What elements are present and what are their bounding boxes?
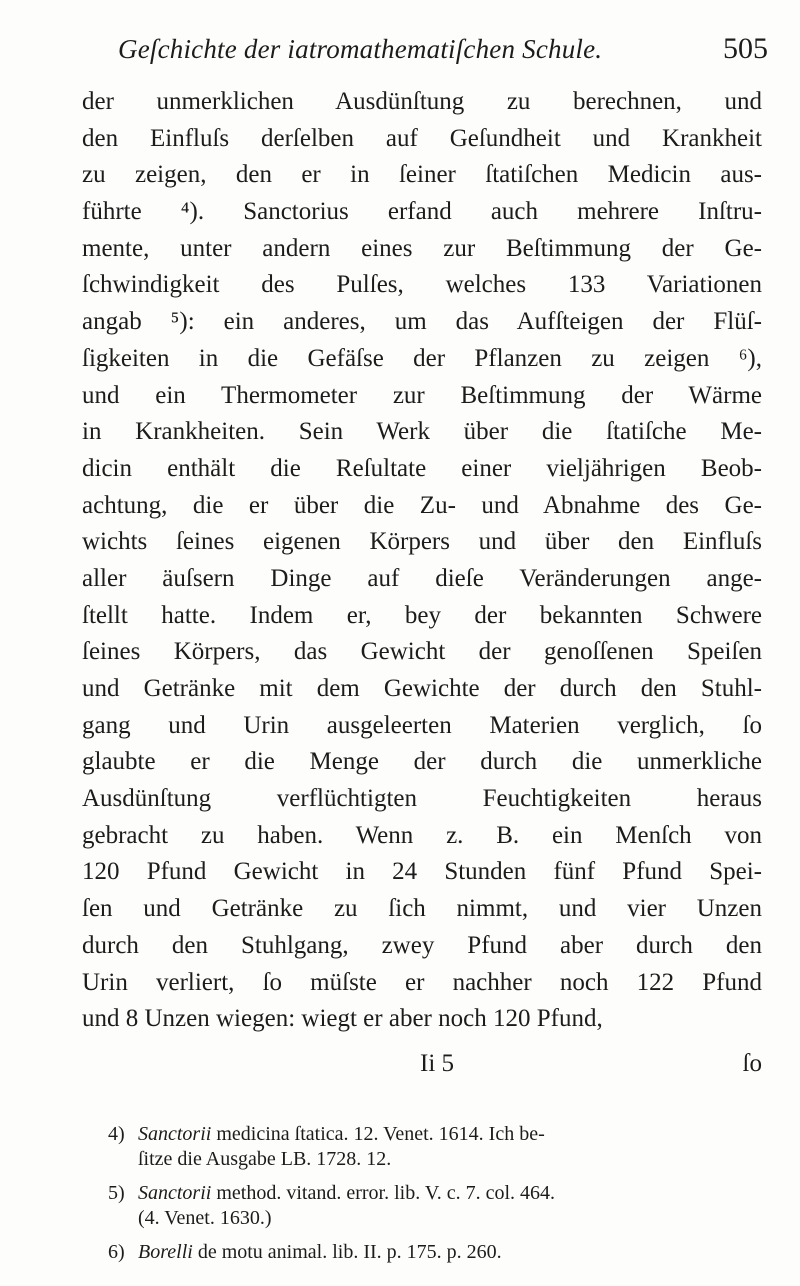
text-line: und Getränke mit dem Gewichte der durch den Stuhl-: [82, 675, 762, 702]
page-header: [118, 28, 768, 72]
text-line: und 8 Unzen wiegen: wiegt er aber noch 120 Pfund,: [82, 1005, 603, 1033]
footnote-text: medicina ſtatica. 12. Venet. 1614. Ich be-: [216, 1123, 545, 1145]
signature-mark: Ii 5: [420, 1050, 455, 1077]
text-line: ſchwindigkeit des Pulſes, welches 133 Variationen: [82, 271, 762, 299]
footnote-continuation: (4. Venet. 1630.): [138, 1207, 272, 1229]
text-line: mente, unter andern eines zur Beſtimmung der Ge-: [82, 234, 762, 262]
text-line: aller äuſsern Dinge auf dieſe Veränderungen ange-: [82, 564, 762, 592]
footnotes: [108, 1122, 768, 1274]
text-line: ſigkeiten in die Gefäſse der Pflanzen zu zeigen ⁶),: [82, 344, 762, 372]
text-line: und ein Thermometer zur Beſtimmung der Wärme: [82, 381, 762, 409]
text-line: zu zeigen, den er in ſeiner ſtatiſchen Medicin aus-: [82, 161, 762, 189]
footnote-text: method. vitand. error. lib. V. c. 7. col. 464.: [216, 1182, 556, 1204]
text-line: gang und Urin ausgeleerten Materien verglich, ſo: [82, 711, 762, 739]
text-line: in Krankheiten. Sein Werk über die ſtatiſche Me-: [82, 418, 762, 446]
footnote-number: 5): [108, 1182, 125, 1204]
text-line: durch den Stuhlgang, zwey Pfund aber durch den: [82, 931, 762, 959]
footnote: [108, 1240, 768, 1265]
page-number: 505: [723, 32, 768, 65]
footnote-number: 4): [108, 1123, 125, 1145]
text-line: wichts ſeines eigenen Körpers und über den Einfluſs: [82, 528, 762, 556]
text-line: 120 Pfund Gewicht in 24 Stunden fünf Pfund Spei-: [82, 858, 762, 886]
footnote-continuation: ſitze die Ausgabe LB. 1728. 12.: [138, 1148, 392, 1170]
footnote: [108, 1122, 768, 1172]
text-line: ſeines Körpers, das Gewicht der genoſſenen Speiſen: [82, 638, 762, 666]
text-line: achtung, die er über die Zu- und Abnahme des Ge-: [82, 491, 762, 519]
text-line: gebracht zu haben. Wenn z. B. ein Menſch von: [82, 821, 762, 849]
footnote-text: de motu animal. lib. II. p. 175. p. 260.: [197, 1241, 502, 1263]
catchword: ſo: [742, 1050, 762, 1077]
footnote-number: 6): [108, 1241, 125, 1263]
body-text: [82, 84, 762, 1038]
running-title: Geſchichte der iatromathematiſchen Schule.: [118, 34, 603, 64]
footnote: [108, 1181, 768, 1231]
text-line: der unmerklichen Ausdünſtung zu berechnen, und: [82, 88, 762, 115]
catchline: [82, 1050, 762, 1086]
text-line: Ausdünſtung verflüchtigten Feuchtigkeiten heraus: [82, 785, 762, 813]
text-line: dicin enthält die Reſultate einer vieljährigen Beob-: [82, 454, 762, 482]
footnote-author: Borelli: [138, 1241, 193, 1263]
footnote-author: Sanctorii: [138, 1182, 212, 1204]
footnote-author: Sanctorii: [138, 1123, 212, 1145]
text-line: Urin verliert, ſo müſste er nachher noch 122 Pfund: [82, 968, 762, 996]
text-line: ſtellt hatte. Indem er, bey der bekannten Schwere: [82, 601, 762, 629]
text-line: angab ⁵): ein anderes, um das Aufſteigen der Flüſ-: [82, 308, 762, 336]
text-line: ſen und Getränke zu ſich nimmt, und vier Unzen: [82, 895, 762, 923]
text-line: glaubte er die Menge der durch die unmerkliche: [82, 748, 762, 776]
text-line: führte ⁴). Sanctorius erfand auch mehrere Inſtru-: [82, 198, 762, 226]
text-line: den Einfluſs derſelben auf Geſundheit und Krankheit: [82, 124, 762, 152]
